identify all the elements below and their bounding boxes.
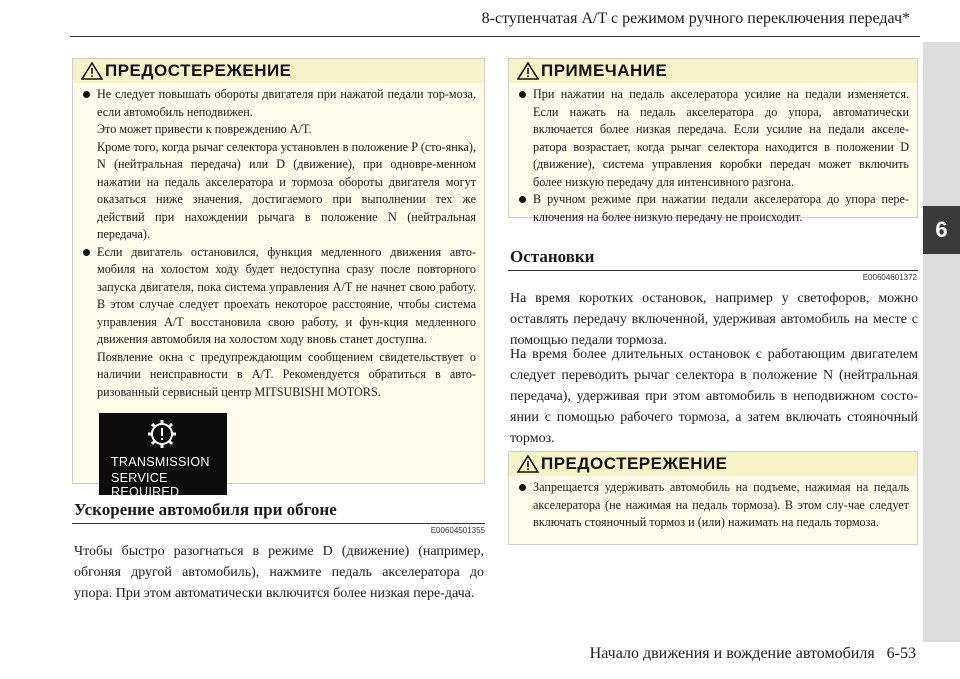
warning-bullet-1: Не следует повышать обороты двигателя при нажатой педали тор-моза, если автомобиль неподвижен. — [81, 86, 476, 121]
note-bullet-2: В ручном режиме при нажатии педали акселератора до упора пере-ключения на более низкую передачу не происходит. — [517, 191, 909, 226]
warning-bullet-2: Если двигатель остановился, функция медленного движения авто-мобиля на холостом ходу будет недоступна сразу после повторного запуска двигателя, пока система управления A/T не начнет свою работу. В этом случае следует проехать некоторое расстояние, чтобы система управления A/T восстановила свою работу, и фун-кция медленного движения автомобиля на холостом ходу вновь станет доступна. — [81, 244, 476, 349]
page-header-title: 8-ступенчатая A/T с режимом ручного переключения передач* — [481, 10, 910, 27]
note-box-right — [508, 58, 918, 224]
section-text-stops-1: На время коротких остановок, например у светофоров, можно оставлять передачу включенной, удерживая автомобиль на месте с помощью педали тормоза. — [510, 291, 918, 348]
warning-para-3: Появление окна с предупреждающим сообщением свидетельствует о наличии неисправности в A/T. Рекомендуется обратиться в авто-ризованный сервисный центр MITSUBISHI MOTORS. — [97, 349, 476, 399]
note-bullet-1: При нажатии на педаль акселератора усилие на педали изменяется. Если нажать на педаль акселератора до упора, автоматически включается более низкая передача. Если усилие на педали акселе-ратора возрастает, когда рычаг селектора находится в положении D (движение), система управления коробки передач может включить более низкую передачу для интенсивного разгона. — [517, 86, 909, 191]
warning-triangle-icon — [517, 62, 539, 80]
section-text-stops-2: На время более длительных остановок с работающим двигателем следует переводить рычаг селектора в положение N (нейтральная передача), удерживая при этом автомобиль в неподвижном состо-янии с помощью рабочего тормоза, а затем включать стояночный тормоз. — [510, 347, 918, 446]
warning-box-left-heading — [73, 59, 484, 83]
note-heading-text: ПРИМЕЧАНИЕ — [541, 61, 668, 80]
warning-para-1: Это может привести к повреждению A/T. — [97, 122, 312, 136]
section-title-stops: Остановки — [510, 247, 595, 266]
chapter-side-tab — [923, 42, 960, 642]
warning-right-bullet-1: Запрещается удерживать автомобиль на подъеме, нажимая на педаль акселератора (не нажимая на педаль тормоза). В этом слу-чае следует включать стояночный тормоз и (или) нажимать на педаль тормоза. — [517, 479, 909, 532]
warning-right-heading-text: ПРЕДОСТЕРЕЖЕНИЕ — [541, 454, 728, 473]
note-box-heading — [509, 59, 917, 83]
display-text-line-2: SERVICE REQUIRED — [111, 471, 180, 499]
page-footer: Начало движения и вождение автомобиля 6-53 — [589, 645, 916, 662]
warning-triangle-icon — [517, 455, 539, 473]
header-divider — [70, 36, 920, 37]
gear-warning-icon — [147, 419, 177, 449]
warning-para-2: Кроме того, когда рычаг селектора установлен в положение P (сто-янка), N (нейтральная передача) или D (движение), при одновре-менном нажатии на педаль акселератора и тормоза обороты двигателя могут оказаться ниже значения, достигаемого при выполнении тех же действий при нахождении рычага в положение N (нейтральная передача). — [97, 139, 476, 241]
chapter-number: 6 — [923, 206, 960, 254]
section-code-stops: E00604601372 — [862, 273, 917, 282]
section-divider-stops — [508, 270, 918, 271]
section-title-overtake: Ускорение автомобиля при обгоне — [74, 500, 337, 519]
section-divider-overtake — [72, 523, 485, 524]
warning-box-right-heading — [509, 452, 917, 476]
section-text-overtake: Чтобы быстро разогнаться в режиме D (движение) (например, обгоняя другой автомобиль), нажмите педаль акселератора до упора. При этом автоматически включится более низкая пере-дача. — [74, 544, 484, 601]
section-code-overtake: E00604501355 — [430, 526, 485, 535]
warning-box-right — [508, 451, 918, 545]
warning-heading-text: ПРЕДОСТЕРЕЖЕНИЕ — [105, 61, 292, 80]
warning-box-left — [72, 58, 485, 499]
display-text-line-1: TRANSMISSION — [111, 455, 210, 469]
warning-triangle-icon — [81, 62, 103, 80]
transmission-warning-display-image — [99, 413, 227, 499]
